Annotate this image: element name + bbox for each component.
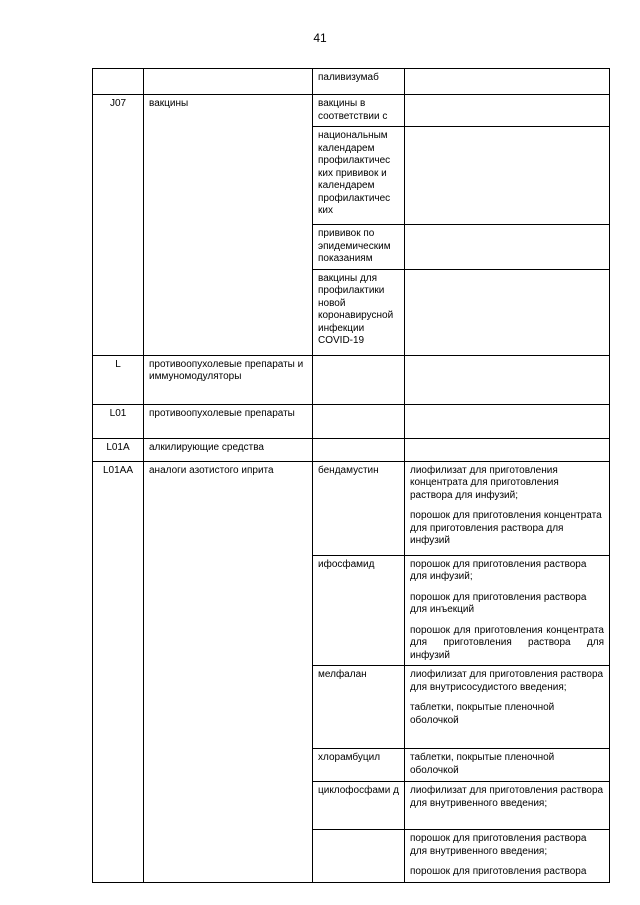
dosage-form: таблетки, покрытые пленочной оболочкой xyxy=(410,702,555,726)
form-cell xyxy=(405,749,610,782)
table-row xyxy=(93,461,610,555)
drug-cell: паливизумаб xyxy=(313,69,405,95)
atc-code-cell: L01AA xyxy=(93,461,144,882)
drug-cell: циклофосфами д xyxy=(313,782,405,830)
drug-cell: вакцины в соответствии с xyxy=(313,95,405,127)
form-cell xyxy=(405,225,610,270)
form-cell xyxy=(405,404,610,438)
dosage-form: таблетки, покрытые пленочной оболочкой xyxy=(410,752,555,776)
drug-cell xyxy=(313,830,405,883)
drug-cell: вакцины для профилактики новой коронавирусной инфекции COVID-19 xyxy=(313,269,405,355)
group-cell: противоопухолевые препараты и иммуномодуляторы xyxy=(144,355,313,404)
drug-cell xyxy=(313,438,405,461)
drug-cell xyxy=(313,404,405,438)
dosage-form: порошок для приготовления раствора xyxy=(410,866,587,877)
group-cell: вакцины xyxy=(144,95,313,356)
drug-cell: хлорамбуцил xyxy=(313,749,405,782)
group-cell xyxy=(144,69,313,95)
atc-code-cell: L01A xyxy=(93,438,144,461)
group-cell: противоопухолевые препараты xyxy=(144,404,313,438)
dosage-form: порошок для приготовления раствора для внутривенного введения; xyxy=(410,833,587,857)
form-cell xyxy=(405,782,610,830)
form-cell xyxy=(405,461,610,555)
dosage-form: лиофилизат для приготовления раствора для внутрисосудистого введения; xyxy=(410,669,604,693)
atc-code-cell xyxy=(93,69,144,95)
drug-table xyxy=(92,68,610,883)
form-cell xyxy=(405,95,610,127)
drug-cell xyxy=(313,355,405,404)
drug-cell: мелфалан xyxy=(313,666,405,749)
dosage-form: лиофилизат для приготовления концентрата для приготовления раствора для инфузий; xyxy=(410,464,559,501)
drug-cell: ифосфамид xyxy=(313,555,405,666)
dosage-form: порошок для приготовления концентрата для приготовления раствора для инфузий xyxy=(410,624,604,661)
table-row xyxy=(93,355,610,404)
group-cell: аналоги азотистого иприта xyxy=(144,461,313,882)
table-row xyxy=(93,404,610,438)
form-cell xyxy=(405,69,610,95)
table-row xyxy=(93,95,610,127)
atc-code-cell: J07 xyxy=(93,95,144,356)
dosage-form: лиофилизат для приготовления раствора для внутривенного введения; xyxy=(410,785,604,809)
drug-cell: национальным календарем профилактичес ких прививок и календарем профилактичес ких xyxy=(313,127,405,225)
dosage-form: порошок для приготовления раствора для инъекций xyxy=(410,591,587,615)
table-row xyxy=(93,69,610,95)
form-cell xyxy=(405,269,610,355)
table-row xyxy=(93,438,610,461)
group-cell: алкилирующие средства xyxy=(144,438,313,461)
dosage-form: порошок для приготовления концентрата для приготовления раствора для инфузий xyxy=(410,510,602,546)
form-cell xyxy=(405,355,610,404)
form-cell xyxy=(405,830,610,883)
atc-code-cell: L01 xyxy=(93,404,144,438)
form-cell xyxy=(405,666,610,749)
dosage-form: порошок для приготовления раствора для инфузий; xyxy=(410,558,587,582)
atc-code-cell: L xyxy=(93,355,144,404)
form-cell xyxy=(405,127,610,225)
drug-cell: прививок по эпидемическим показаниям xyxy=(313,225,405,270)
form-cell xyxy=(405,438,610,461)
page-number: 41 xyxy=(313,31,327,45)
form-cell xyxy=(405,555,610,666)
drug-cell: бендамустин xyxy=(313,461,405,555)
